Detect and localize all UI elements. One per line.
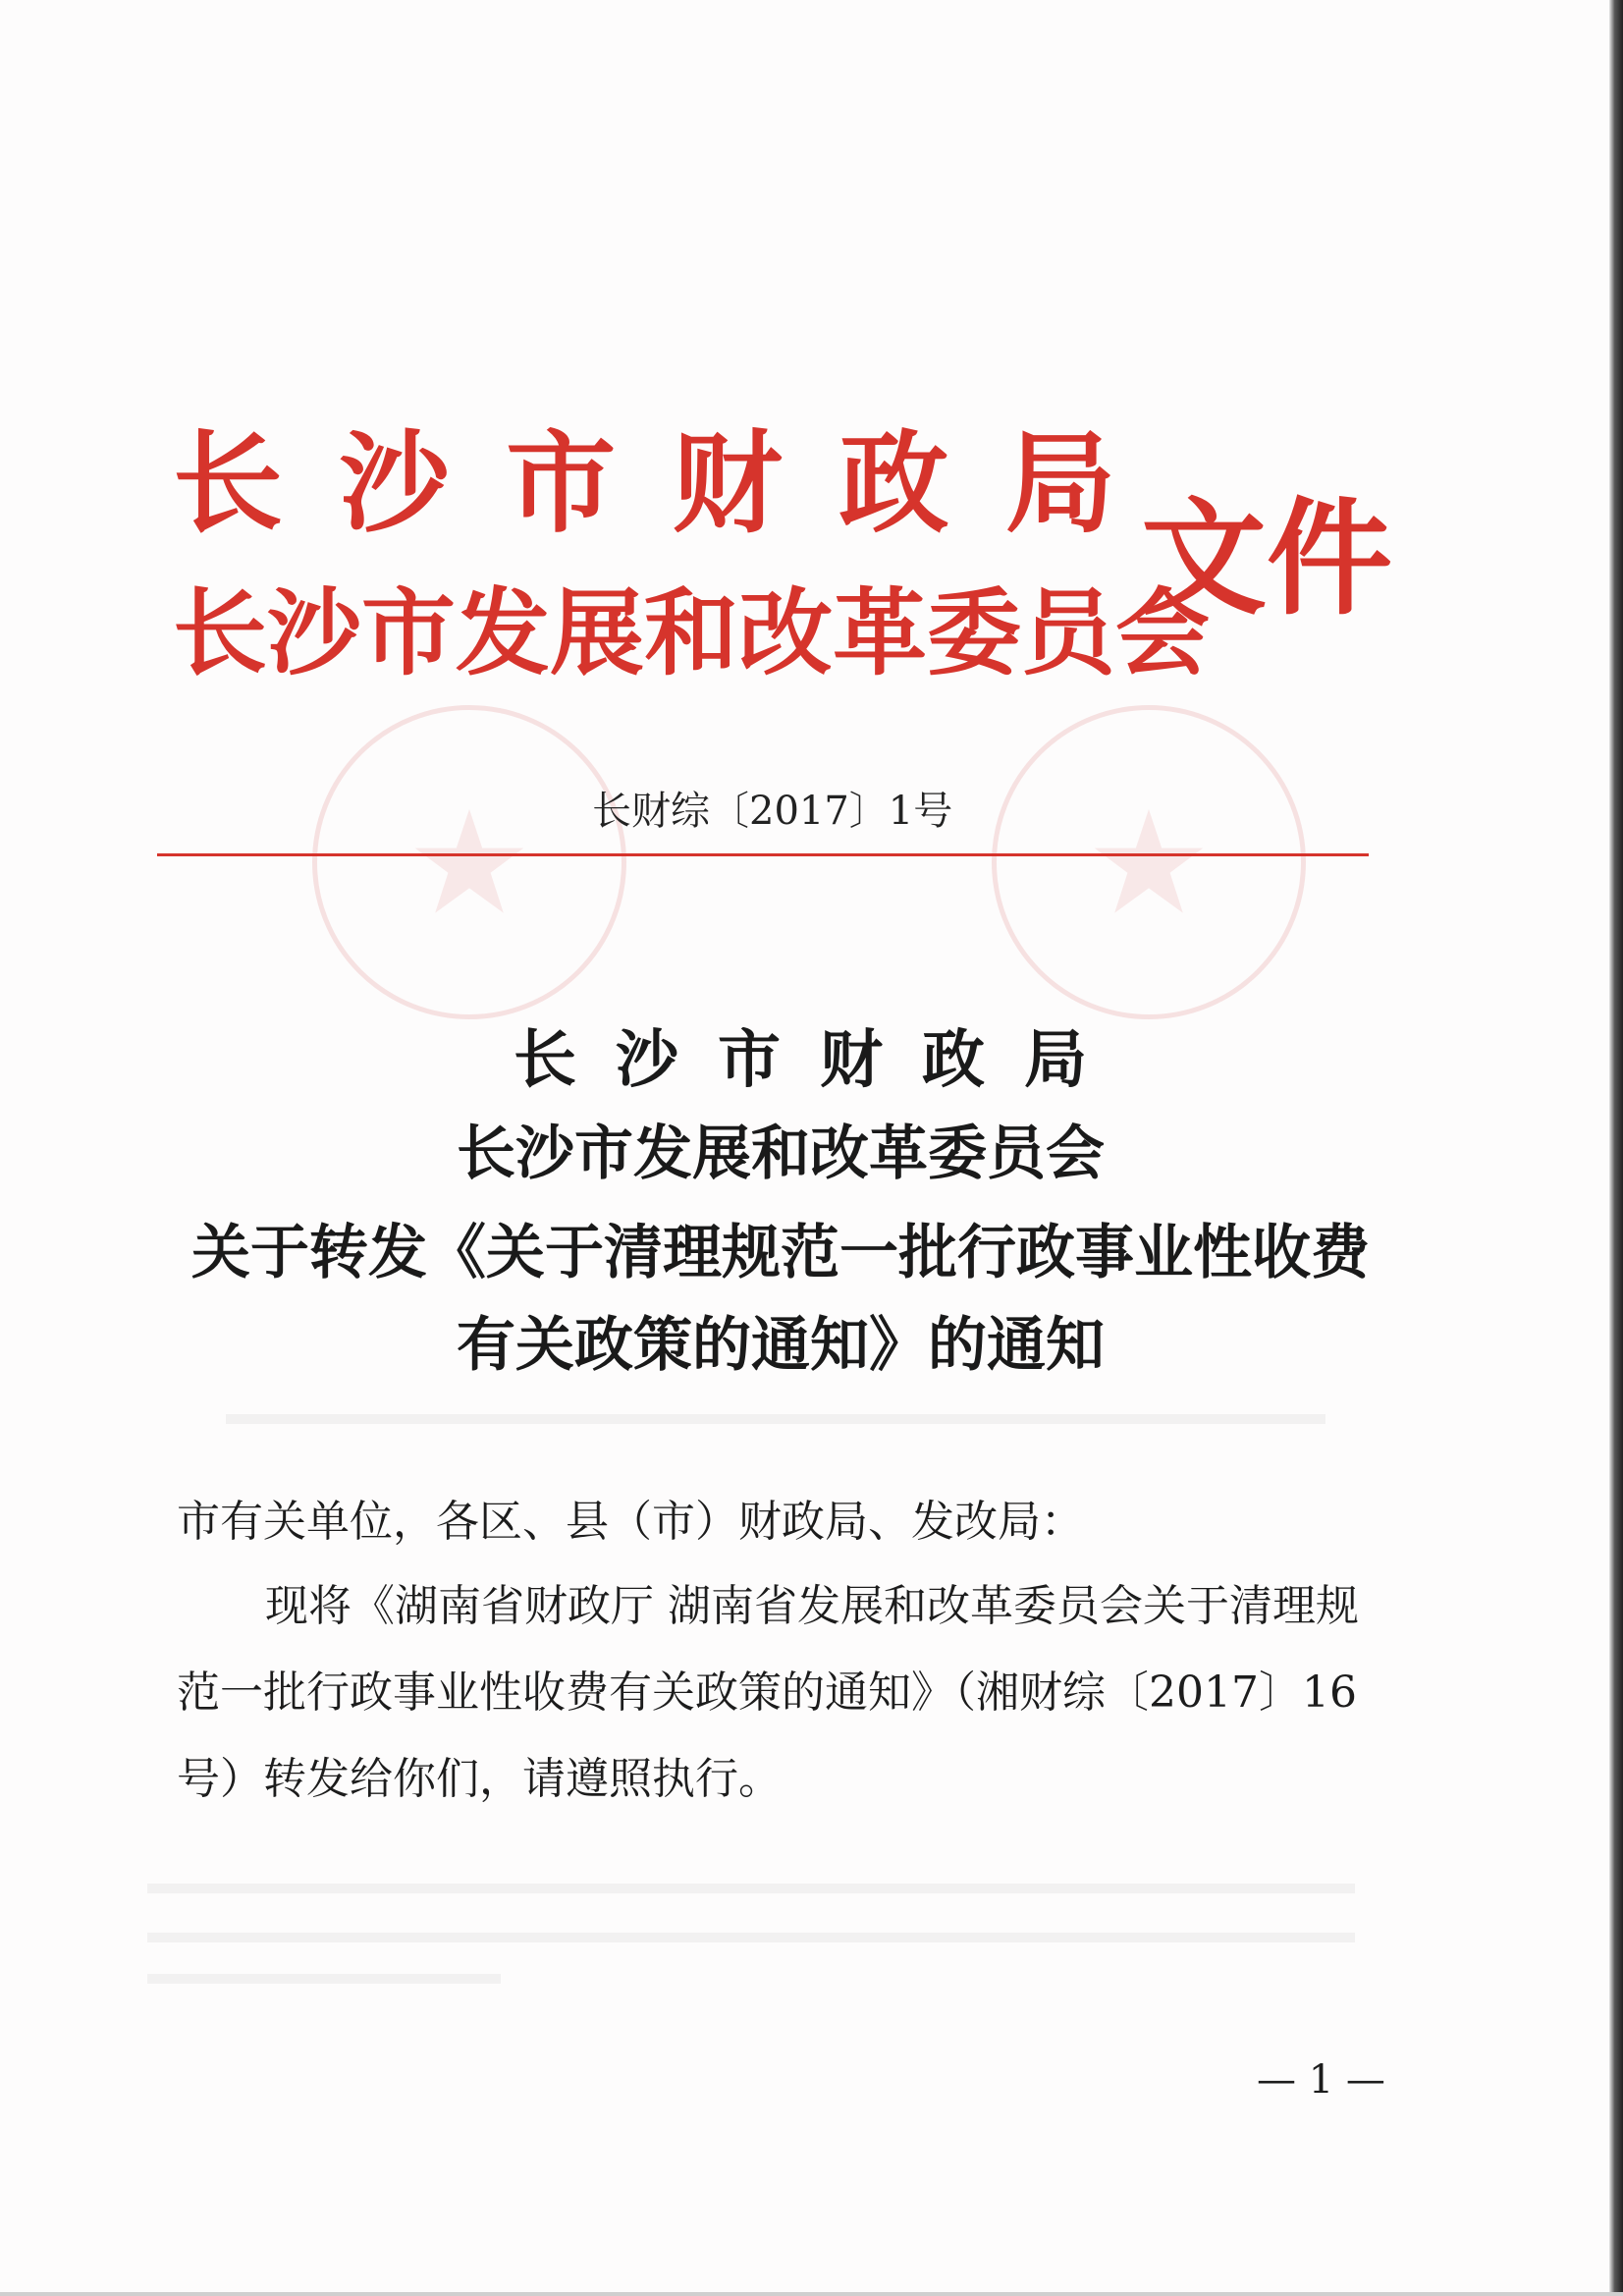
seal-stamp-right (992, 705, 1306, 1019)
title-line-1: 长沙市财政局 (514, 1023, 1126, 1097)
issuer-line-2: 长沙市发展和改革委员会 (173, 577, 1210, 688)
body-paragraph-line: 范一批行政事业性收费有关政策的通知》（湘财综〔2017〕16 (177, 1667, 1357, 1718)
issuer-char: 沙 (339, 419, 450, 548)
page-number: — 1 — (1257, 2057, 1385, 2103)
issuer-char: 长 (173, 419, 283, 548)
star-icon (1090, 803, 1208, 921)
star-icon (410, 803, 528, 921)
salutation: 市有关单位，各区、县（市）财政局、发改局： (177, 1497, 1084, 1547)
title-line-2: 长沙市发展和改革委员会 (457, 1120, 1105, 1188)
body-paragraph-line: 号）转发给你们，请遵照执行。 (177, 1754, 782, 1804)
document-number: 长财综〔2017〕1号 (592, 789, 953, 834)
seal-stamp-left (312, 705, 626, 1019)
body-paragraph-line: 现将《湖南省财政厅 湖南省发展和改革委员会关于清理规 (265, 1581, 1359, 1631)
issuer-char: 财 (672, 419, 783, 548)
bleed-through-band (147, 1974, 501, 1984)
issuer-line-1 (173, 420, 1115, 548)
red-divider-line (157, 853, 1369, 856)
bleed-through-band (147, 1884, 1355, 1893)
document-type-label: 文件 (1141, 485, 1393, 632)
issuer-char: 局 (1004, 419, 1115, 548)
bleed-through-band (226, 1414, 1325, 1424)
title-line-3: 关于转发《关于清理规范一批行政事业性收费 (191, 1219, 1370, 1287)
title-line-4: 有关政策的通知》的通知 (457, 1311, 1105, 1380)
issuer-char: 政 (839, 419, 949, 548)
issuer-char: 市 (506, 419, 617, 548)
scan-edge (0, 2292, 1623, 2296)
bleed-through-band (147, 1933, 1355, 1942)
scan-edge (1609, 0, 1623, 2296)
